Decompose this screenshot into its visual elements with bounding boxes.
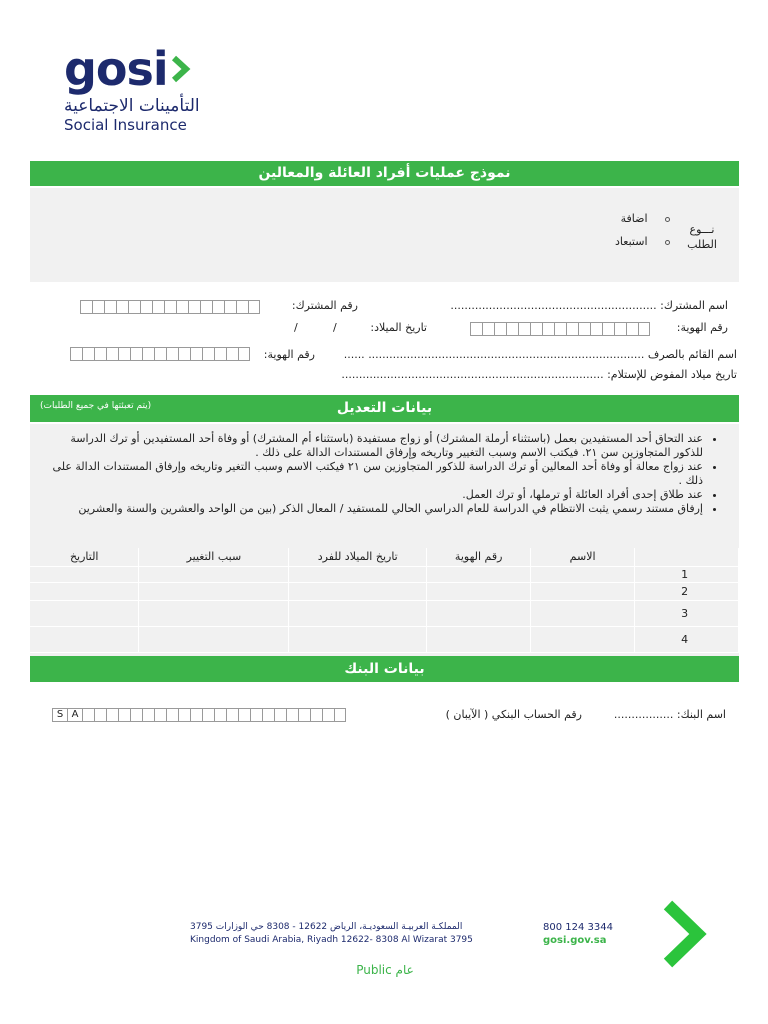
chevron-right-icon	[170, 54, 192, 84]
amend-table	[30, 548, 739, 653]
header-name: الاسم	[531, 548, 635, 566]
footer-address-en: Kingdom of Saudi Arabia, Riyadh 12622- 8308 Al Wizarat 3795	[190, 935, 473, 945]
instruction-item: • عند زواج معالة أو وفاة أحد المعالين أو ترك الدراسة للذكور المتجاوزين سن ٢١ فيكتب الاسم وسبب التغير وتاريخه وإرفاق المستندات الدالة على ذلك .	[40, 460, 703, 488]
request-type-add-label: اضافة	[620, 212, 648, 225]
bank-name-dots: .................	[613, 708, 674, 721]
row-number: 3	[635, 600, 739, 626]
logo-wordmark: gosi	[64, 42, 168, 96]
subscriber-number-boxes[interactable]	[80, 300, 260, 314]
subscriber-name-label: اسم المشترك:	[660, 299, 728, 312]
logo-english: Social Insurance	[64, 116, 187, 134]
table-row[interactable]	[30, 600, 739, 626]
subscriber-name-dots: ...........................................................	[450, 299, 657, 312]
iban-boxes[interactable]	[52, 708, 346, 722]
footer-website[interactable]: gosi.gov.sa	[543, 935, 607, 946]
table-row[interactable]	[30, 566, 739, 582]
header-reason: سبب التغيير	[139, 548, 289, 566]
request-type-remove-option[interactable]	[600, 235, 670, 248]
form-title: نموذج عمليات أفراد العائلة والمعالين	[30, 161, 739, 186]
payee-name-dots: ...............................................................................	[368, 348, 645, 361]
gosi-logo	[64, 44, 214, 140]
dob-separator-1: /	[333, 321, 337, 334]
subscriber-number-label: رقم المشترك:	[291, 299, 358, 312]
header-dob: تاريخ الميلاد للفرد	[289, 548, 427, 566]
table-row[interactable]	[30, 582, 739, 600]
payee-name-field[interactable]	[312, 348, 737, 361]
instruction-item: • عند طلاق إحدى أفراد العائلة أو ترملها، أو ترك العمل.	[40, 488, 703, 502]
payee-id-label: رقم الهوية:	[263, 348, 315, 361]
row-number: 2	[635, 582, 739, 600]
radio-remove[interactable]	[665, 240, 670, 245]
amend-section-note: (يتم تعبئتها في جميع الطلبات)	[40, 401, 152, 411]
iban-label: رقم الحساب البنكي ( الآيبان )	[445, 708, 582, 721]
radio-add[interactable]	[665, 217, 670, 222]
subscriber-dob-label: تاريخ الميلاد:	[370, 321, 427, 334]
bank-name-label: اسم البنك:	[676, 708, 726, 721]
delegate-dob-field[interactable]	[320, 368, 737, 381]
table-row[interactable]	[30, 626, 739, 652]
table-header-row	[30, 548, 739, 566]
row-number: 1	[635, 566, 739, 582]
logo-arabic: التأمينات الاجتماعية	[64, 96, 200, 116]
bank-name-field[interactable]	[600, 708, 726, 721]
instruction-item: • عند التحاق أحد المستفيدين بعمل (باستثناء أرملة المشترك) أو زواج مستفيدة (باستثناء أم المشترك) أو وفاة أحد المستفيدين أو ترك الدراسة للذكور المتجاوزين سن ٢١. فيكتب الاسم وسبب التغيير وتاريخه وإرفاق المستندات الدالة على ذلك .	[40, 432, 703, 460]
request-type-remove-label: استبعاد	[615, 235, 648, 248]
payee-id-dots: ......	[343, 348, 365, 361]
header-id: رقم الهوية	[427, 548, 531, 566]
header-row-number	[635, 548, 739, 566]
subscriber-name-field[interactable]	[410, 299, 728, 312]
subscriber-id-boxes[interactable]	[470, 322, 650, 336]
request-type-add-option[interactable]	[600, 212, 670, 225]
bank-section-title: بيانات البنك	[30, 656, 739, 682]
header-date: التاريخ	[30, 548, 139, 566]
gosi-chevron-icon	[660, 899, 710, 969]
row-number: 4	[635, 626, 739, 652]
delegate-dob-label: تاريخ ميلاد المفوض للإستلام:	[607, 368, 737, 381]
request-type-label: نـــوع الطلب	[687, 223, 717, 251]
delegate-dob-dots: ...........................................................................	[341, 368, 604, 381]
iban-prefix-s: S	[52, 708, 67, 722]
footer-address-ar: المملكـة العربيـة السعوديـة، الرياض 12622 - 8308 حي الوزارات 3795	[190, 922, 463, 932]
payee-id-boxes[interactable]	[70, 347, 250, 361]
iban-prefix-a: A	[67, 708, 82, 722]
dob-separator-2: /	[294, 321, 298, 334]
subscriber-id-label: رقم الهوية:	[676, 321, 728, 334]
payee-name-label: اسم القائم بالصرف	[647, 348, 737, 361]
footer-phone: 800 124 3344	[543, 922, 613, 933]
classification-label: Public عام	[356, 963, 414, 977]
amend-section-title: بيانات التعديل	[336, 400, 433, 416]
instruction-item: • إرفاق مستند رسمي يثبت الانتظام في الدراسة للعام الدراسي الحالي للمستفيد / المعال الذكر (بين من الواحد والعشرين والسنة والعشرين	[40, 502, 703, 516]
amend-instructions-list	[40, 432, 703, 516]
